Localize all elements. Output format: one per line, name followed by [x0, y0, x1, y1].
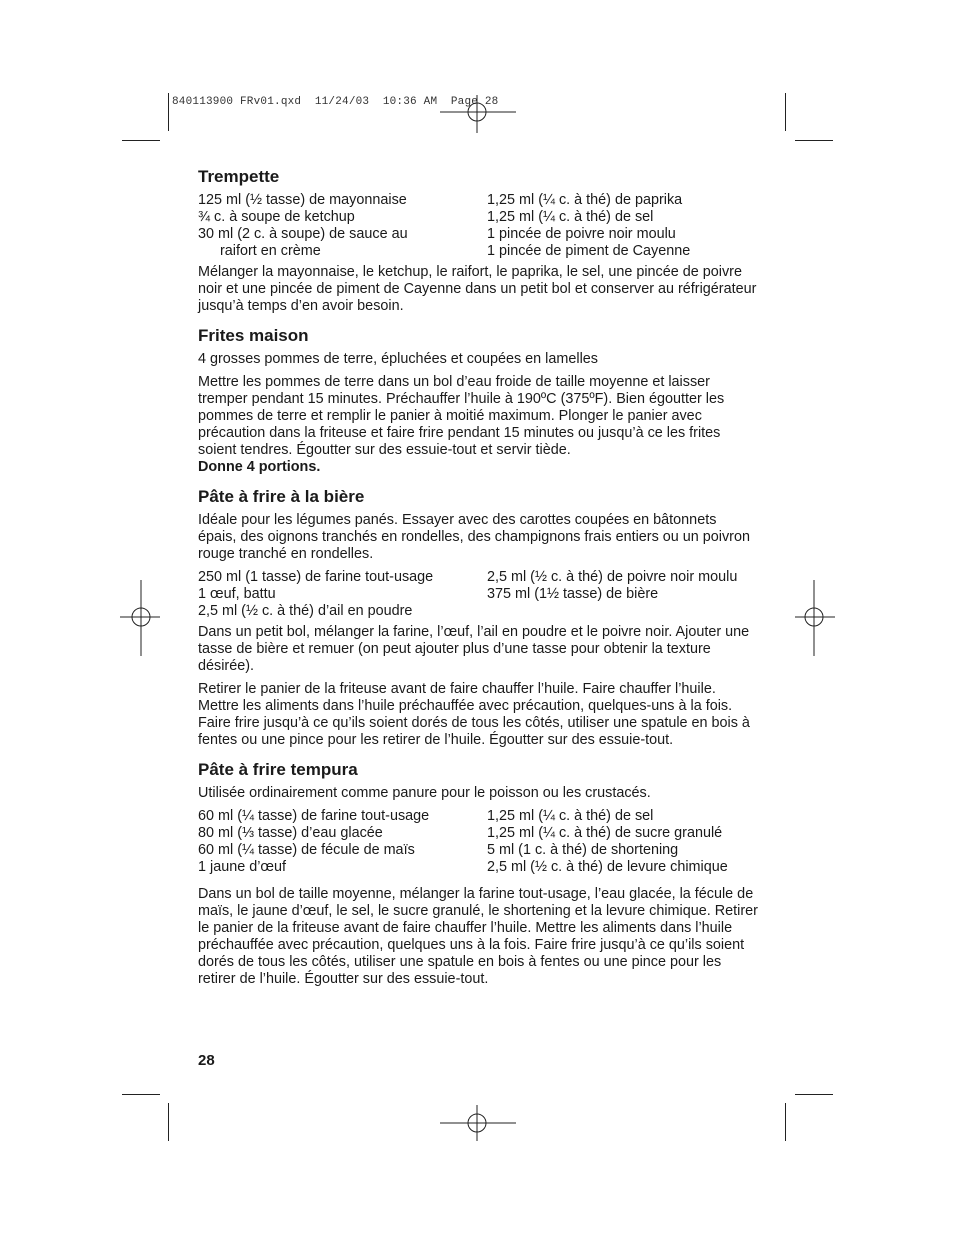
ingredient: 250 ml (1 tasse) de farine tout-usage	[198, 569, 434, 585]
instructions: Retirer le panier de la friteuse avant de faire chauffer l’huile. Faire chauffer l’huile. Mettre les aliments dans l’huile préchauffée avec précaution, quelques-uns à la fois. Faire frire jusqu’à ce qu’ils soient dorés de tous les côtés, utiliser une spatule en bois à fentes ou une pince pour les retirer de l’huile. Égoutter sur des essuie-tout.	[198, 681, 750, 748]
ingredient-column-left	[198, 569, 487, 620]
recipe-title: Pâte à frire à la bière	[198, 487, 365, 506]
ingredient: 60 ml (¼ tasse) de fécule de maïs	[198, 842, 415, 858]
recipe-title: Trempette	[198, 167, 280, 186]
ingredient: 1,25 ml (¼ c. à thé) de sel	[487, 808, 654, 824]
ingredient: 4 grosses pommes de terre, épluchées et coupées en lamelles	[198, 351, 598, 367]
crop-mark-bottom-left-h	[122, 1094, 160, 1095]
instructions: Dans un bol de taille moyenne, mélanger la farine tout-usage, l’eau glacée, la fécule de maïs, le jaune d’œuf, le sel, le sucre granulé, le shortening et la levure chimique. Retirer le panier de la friteuse avant de faire chauffer l’huile. Mettre les aliments dans l’huile préchauffée avec précaution, quelques uns à la fois. Faire frire jusqu’à ce qu’ils soient dorés de tous les côtés, utiliser une spatule en bois à fentes ou une pince pour les retirer de l’huile. Égoutter sur des essuie-tout.	[198, 886, 758, 987]
recipe-frites-maison	[198, 325, 758, 476]
registration-mark-right	[795, 580, 835, 656]
ingredient: ¾ c. à soupe de ketchup	[198, 209, 355, 225]
ingredient: 125 ml (½ tasse) de mayonnaise	[198, 192, 407, 208]
recipe-pate-tempura	[198, 759, 758, 988]
ingredient: 60 ml (¼ tasse) de farine tout-usage	[198, 808, 430, 824]
ingredient-column-left	[198, 192, 487, 260]
ingredient: 1,25 ml (¼ c. à thé) de sucre granulé	[487, 825, 723, 841]
recipe-trempette	[198, 166, 758, 315]
ingredient: 1 œuf, battu	[198, 586, 276, 602]
ingredient: 2,5 ml (½ c. à thé) d’ail en poudre	[198, 603, 413, 619]
recipe-pate-biere	[198, 486, 758, 749]
recipe-title: Frites maison	[198, 326, 309, 345]
ingredient: 1 pincée de piment de Cayenne	[487, 243, 691, 259]
ingredient: 1 jaune d’œuf	[198, 859, 286, 875]
ingredient: raifort en crème	[220, 243, 321, 259]
registration-mark-top	[440, 95, 516, 135]
ingredient: 30 ml (2 c. à soupe) de sauce au	[198, 226, 408, 242]
registration-mark-left	[120, 580, 160, 656]
registration-mark-bottom	[440, 1103, 516, 1143]
ingredient-column-left	[198, 808, 487, 876]
crop-mark-top-right-v	[785, 93, 786, 131]
ingredient-column-right	[487, 569, 758, 620]
ingredient: 5 ml (1 c. à thé) de shortening	[487, 842, 679, 858]
recipe-title: Pâte à frire tempura	[198, 760, 358, 779]
crop-mark-bottom-left-v	[168, 1103, 169, 1141]
crop-mark-top-right-h	[795, 140, 833, 141]
instructions: Mettre les pommes de terre dans un bol d’eau froide de taille moyenne et laisser tremper pendant 15 minutes. Préchauffer l’huile à 190ºC (375ºF). Bien égoutter les pommes de terre et remplir le panier à moitié maximum. Plonger le panier avec précaution dans la friteuse et faire frire pendant 15 minutes ou jusqu’à ce les frites soient tendres. Égoutter sur des essuie-tout et servir tiède.	[198, 374, 725, 458]
crop-mark-top-left-h	[122, 140, 160, 141]
ingredient-column-right	[487, 192, 758, 260]
print-slug: 840113900 FRv01.qxd 11/24/03 10:36 AM Page 28	[172, 96, 499, 108]
ingredient: 2,5 ml (½ c. à thé) de levure chimique	[487, 859, 728, 875]
crop-mark-bottom-right-h	[795, 1094, 833, 1095]
crop-mark-bottom-right-v	[785, 1103, 786, 1141]
ingredient-list	[198, 569, 758, 620]
ingredient: 2,5 ml (½ c. à thé) de poivre noir moulu	[487, 569, 738, 585]
ingredient: 375 ml (1½ tasse) de bière	[487, 586, 659, 602]
instructions: Mélanger la mayonnaise, le ketchup, le raifort, le paprika, le sel, une pincée de poivre noir et une pincée de piment de Cayenne dans un petit bol et conserver au réfrigérateur jusqu’à temps d’en avoir besoin.	[198, 264, 757, 314]
ingredient-list	[198, 192, 758, 260]
intro: Utilisée ordinairement comme panure pour le poisson ou les crustacés.	[198, 785, 651, 801]
ingredient: 80 ml (⅓ tasse) d’eau glacée	[198, 825, 383, 841]
yield: Donne 4 portions.	[198, 459, 321, 475]
ingredient: 1,25 ml (¼ c. à thé) de sel	[487, 209, 654, 225]
page-content	[198, 166, 758, 994]
instructions: Dans un petit bol, mélanger la farine, l’œuf, l’ail en poudre et le poivre noir. Ajouter une tasse de bière et remuer (on peut ajouter plus d’une tasse pour obtenir la texture désirée).	[198, 624, 750, 674]
ingredient: 1 pincée de poivre noir moulu	[487, 226, 676, 242]
ingredient-column-right	[487, 808, 758, 876]
ingredient: 1,25 ml (¼ c. à thé) de paprika	[487, 192, 683, 208]
crop-mark-top-left-v	[168, 93, 169, 131]
intro: Idéale pour les légumes panés. Essayer avec des carottes coupées en bâtonnets épais, des oignons tranchés en rondelles, des champignons frais entiers ou un poivron rouge tranché en rondelles.	[198, 512, 750, 562]
ingredient-list	[198, 808, 758, 876]
page-number: 28	[198, 1052, 215, 1069]
